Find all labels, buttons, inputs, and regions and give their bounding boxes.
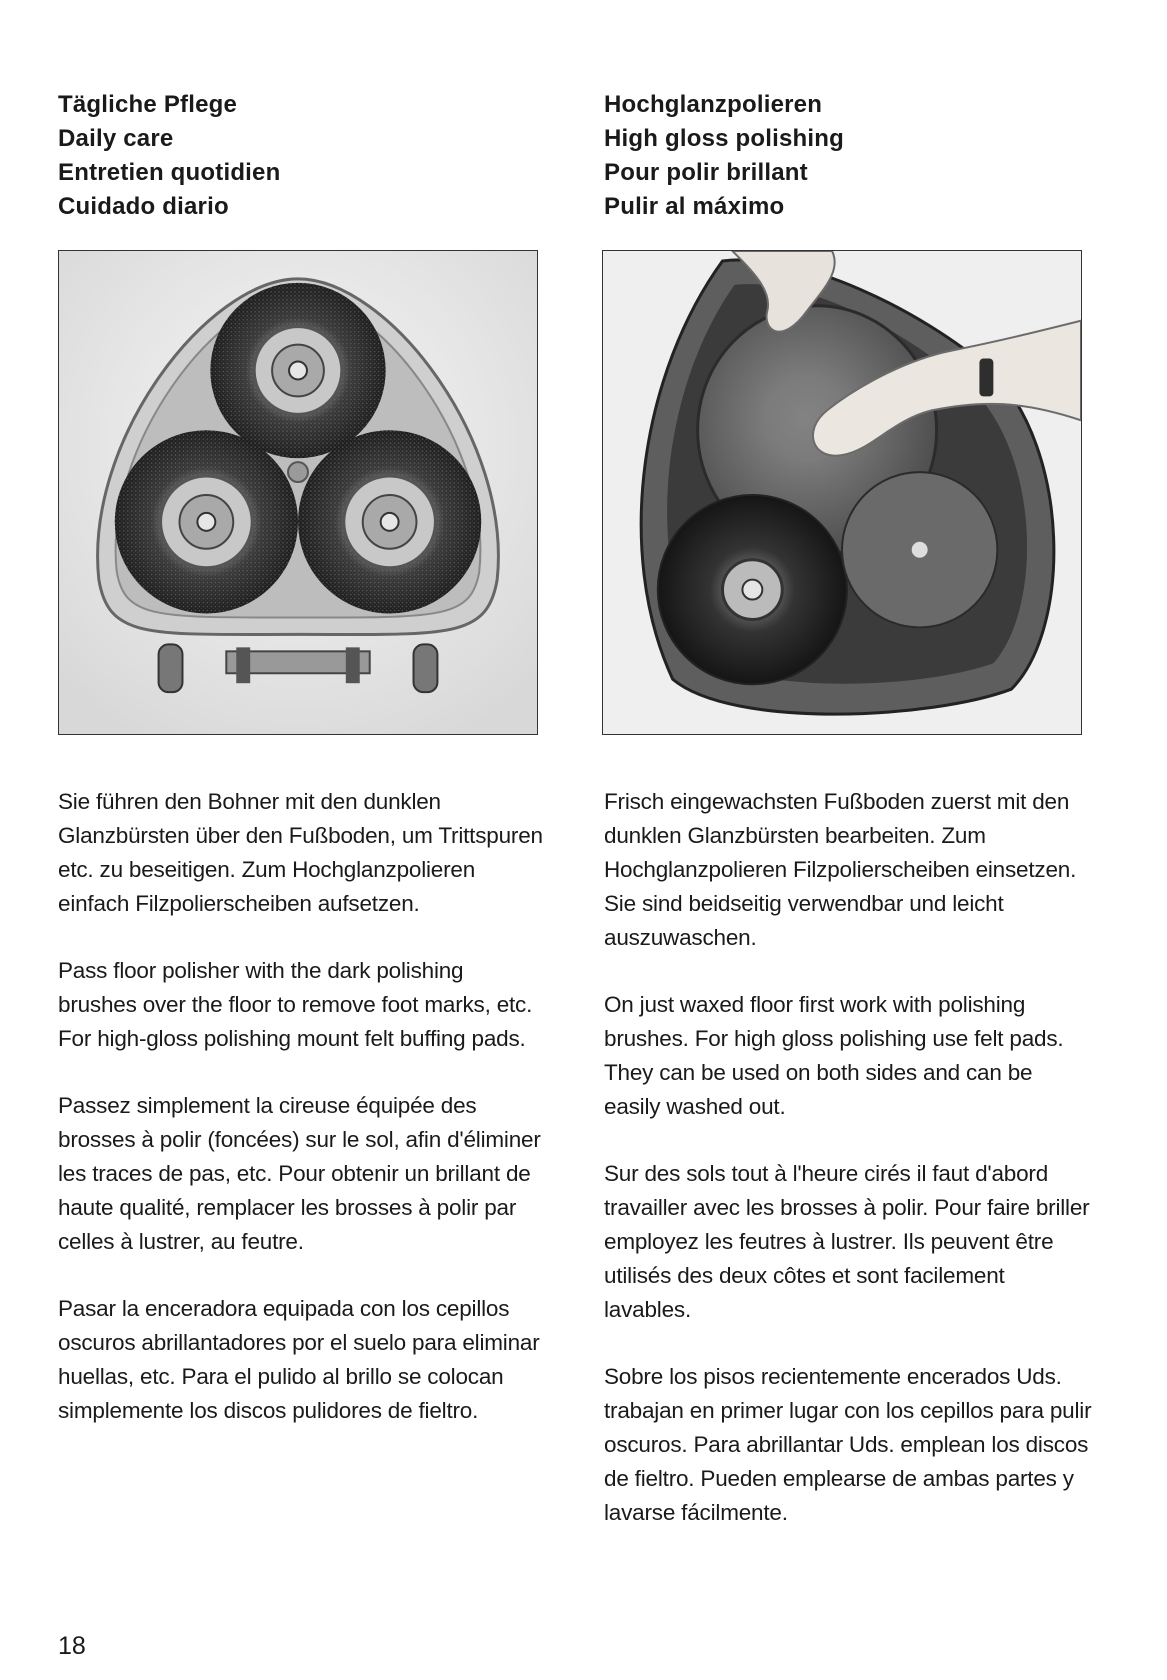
polisher-illustration <box>59 251 537 734</box>
paragraph-spanish: Sobre los pisos recientemente encerados Uds. trabajan en primer lugar con los cepillos para pulir oscuros. Para abrillantar Uds. emplean los discos de fieltro. Pueden emplearse de ambas partes y lavarse fácilmente. <box>604 1364 1092 1525</box>
heading-french: Pour polir brillant <box>604 159 808 186</box>
wristwatch <box>979 359 993 397</box>
felt-pad-illustration <box>603 251 1081 734</box>
paragraph-english: Pass floor polisher with the dark polishing brushes over the floor to remove foot marks, etc. For high-gloss polishing mount felt buffing pads. <box>58 958 533 1051</box>
page-number: 18 <box>58 1632 86 1660</box>
heading-english: High gloss polishing <box>604 125 844 152</box>
left-body <box>58 785 548 1461</box>
heading-german: Tägliche Pflege <box>58 91 238 118</box>
paragraph-french: Passez simplement la cireuse équipée des brosses à polir (foncées) sur le sol, afin d'éliminer les traces de pas, etc. Pour obtenir un brillant de haute qualité, remplacer les brosses à polir par celles à lustrer, au feutre. <box>58 1093 541 1254</box>
paragraph-german: Sie führen den Bohner mit den dunklen Glanzbürsten über den Fußboden, um Trittspuren etc. zu beseitigen. Zum Hochglanzpolieren einfach Filzpolierscheiben aufsetzen. <box>58 789 543 916</box>
top-brush <box>210 283 385 458</box>
right-body <box>604 785 1094 1563</box>
bottom-left-brush <box>115 430 298 613</box>
paragraph-german: Frisch eingewachsten Fußboden zuerst mit den dunklen Glanzbürsten bearbeiten. Zum Hochglanzpolieren Filzpolierscheiben einsetzen. Sie sind beidseitig verwendbar und leicht auszuwaschen. <box>604 789 1077 950</box>
bottom-right-brush <box>298 430 481 613</box>
heading-french: Entretien quotidien <box>58 159 281 186</box>
felt-pad-mounting-photo <box>602 250 1082 735</box>
heading-german: Hochglanzpolieren <box>604 91 823 118</box>
heading-spanish: Pulir al máximo <box>604 193 785 220</box>
polisher-underside-photo <box>58 250 538 735</box>
right-heading <box>604 88 1094 224</box>
paragraph-english: On just waxed floor first work with polishing brushes. For high gloss polishing use felt pads. They can be used on both sides and can be easily washed out. <box>604 992 1064 1119</box>
paragraph-spanish: Pasar la enceradora equipada con los cepillos oscuros abrillantadores por el suelo para eliminar huellas, etc. Para el pulido al brillo se colocan simplemente los discos pulidores de fieltro. <box>58 1296 540 1423</box>
heading-spanish: Cuidado diario <box>58 193 229 220</box>
heading-english: Daily care <box>58 125 174 152</box>
left-heading <box>58 88 548 224</box>
paragraph-french: Sur des sols tout à l'heure cirés il faut d'abord travailler avec les brosses à polir. Pour faire briller employez les feutres à lustrer. Ils peuvent être utilisés des deux côtes et sont facilement lavables. <box>604 1161 1090 1322</box>
